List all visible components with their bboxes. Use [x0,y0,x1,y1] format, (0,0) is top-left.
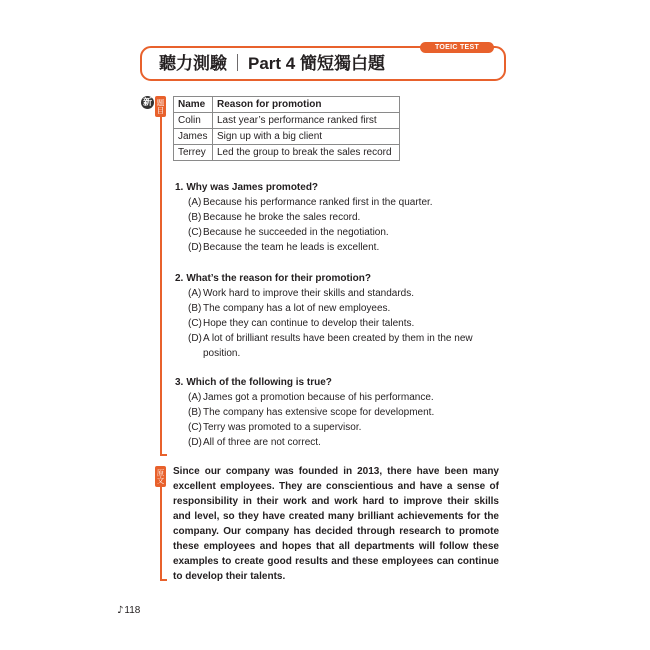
question-title [175,375,488,390]
questions-section-tag: 題目 [155,96,166,117]
option-label: (D) [188,333,202,344]
answer-option-a [188,286,488,301]
question-text: What’s the reason for their promotion? [186,273,371,284]
table-row [174,113,400,129]
question-number: 2. [175,273,184,284]
table-cell-reason: Sign up with a big client [213,129,400,145]
option-label: (D) [188,437,202,448]
table-header-name: Name [174,97,213,113]
table-cell-reason: Led the group to break the sales record [213,145,400,161]
option-text: Terry was promoted to a supervisor. [203,422,362,433]
option-label: (C) [188,227,202,238]
title-main: 聽力測驗 [159,54,227,73]
question-3 [175,375,488,450]
question-1 [175,180,488,255]
answer-option-c [188,316,488,331]
answer-option-b [188,210,488,225]
table-cell-name: James [174,129,213,145]
option-text: The company has extensive scope for development. [203,407,435,418]
transcript-line: company. Our company has decided through research to promote [173,526,499,537]
option-label: (A) [188,392,202,403]
title-separator: ｜ [229,54,246,73]
questions-section-line [160,117,162,455]
option-label: (B) [188,212,202,223]
page-title [159,48,385,79]
table-header-reason: Reason for promotion [213,97,400,113]
table-cell-name: Terrey [174,145,213,161]
option-text: All of three are not correct. [203,437,321,448]
answer-option-d [188,240,488,255]
question-text: Why was James promoted? [186,182,319,193]
option-label: (C) [188,318,202,329]
toeic-test-tag: TOEIC TEST [420,42,494,53]
transcript-line: excellent employees. They are conscientious and have a sense of [173,481,499,492]
option-text: Work hard to improve their skills and standards. [203,288,415,299]
option-text: Because he broke the sales record. [203,212,361,223]
transcript-line: and level, so they have created many brilliant achievements for the [173,511,499,522]
table-cell-name: Colin [174,113,213,129]
answer-option-a [188,390,488,405]
transcript-line: Since our company was founded in 2013, there have been many [173,466,499,477]
option-label: (D) [188,242,202,253]
answer-option-d [188,331,488,361]
option-text: Hope they can continue to develop their talents. [203,318,415,329]
option-text: James got a promotion because of his performance. [203,392,434,403]
answer-option-a [188,195,488,210]
music-note-icon: ♪ [117,605,124,616]
option-text: A lot of brilliant results have been created by them in the new position. [203,333,473,359]
table-header-row [174,97,400,113]
option-text: The company has a lot of new employees. [203,303,391,314]
transcript-section-line-end [160,579,167,581]
table-row [174,145,400,161]
new-badge: 新 [142,97,152,107]
answer-option-b [188,405,488,420]
option-label: (B) [188,407,202,418]
option-label: (A) [188,288,202,299]
option-text: Because he succeeded in the negotiation. [203,227,389,238]
question-number: 1. [175,182,184,193]
question-number: 3. [175,377,184,388]
option-text: Because the team he leads is excellent. [203,242,380,253]
answer-option-d [188,435,488,450]
question-title [175,180,488,195]
transcript-section-tag: 原文 [155,466,166,487]
transcript-line: examples to create good results and these employees can continue [173,556,499,567]
listening-transcript [173,464,499,584]
table-row [174,129,400,145]
answer-option-c [188,420,488,435]
page-number-value: 118 [124,605,141,616]
question-title [175,271,488,286]
option-label: (A) [188,197,202,208]
questions-section-line-end [160,454,167,456]
answer-option-c [188,225,488,240]
promotion-table [173,96,400,161]
option-label: (B) [188,303,202,314]
transcript-line: these employees and hopes that all departments will follow these [173,541,499,552]
question-text: Which of the following is true? [186,377,332,388]
question-2 [175,271,488,361]
transcript-line: to develop their talents. [173,571,286,582]
page-number [117,604,140,618]
table-cell-reason: Last year’s performance ranked first [213,113,400,129]
transcript-section-line [160,487,162,580]
option-label: (C) [188,422,202,433]
transcript-line: responsibility in their work and work hard to improve their skills [173,496,499,507]
title-part: Part 4 簡短獨白題 [248,54,385,73]
option-text: Because his performance ranked first in the quarter. [203,197,433,208]
answer-option-b [188,301,488,316]
